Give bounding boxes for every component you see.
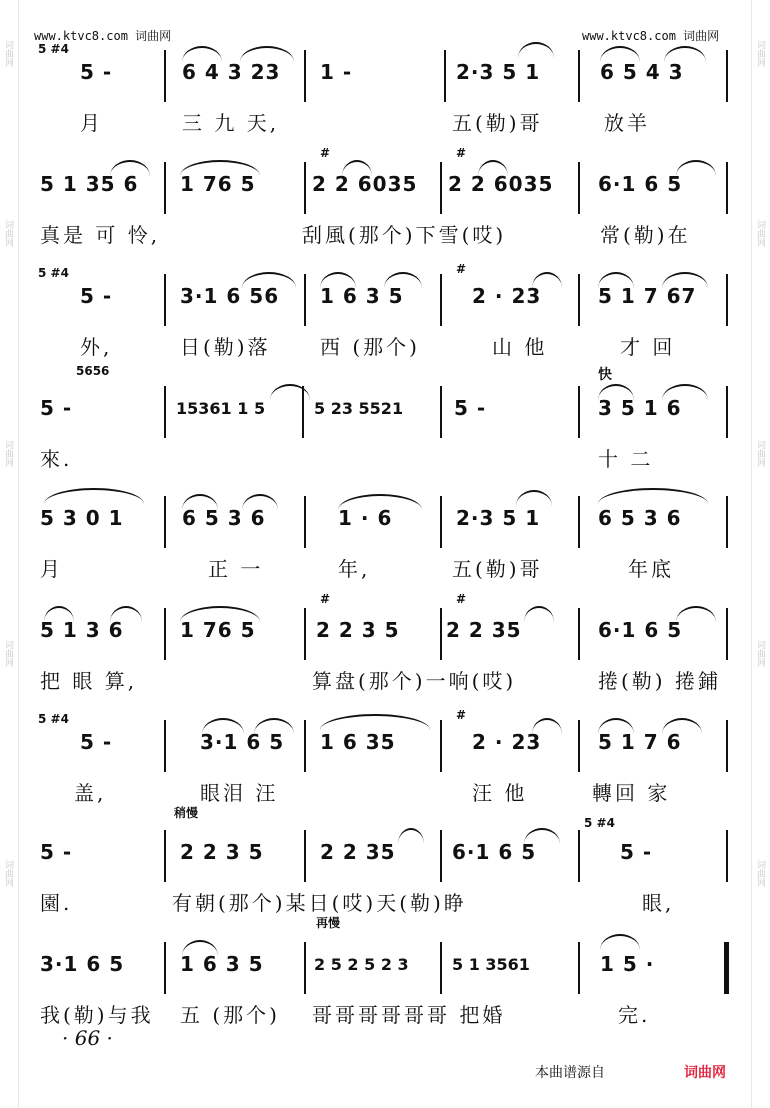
sharp-mark: # bbox=[456, 262, 467, 276]
measure: 5 - bbox=[620, 840, 653, 864]
measure: 5 1 3561 bbox=[452, 955, 530, 974]
measure: 1 6 3 5 bbox=[180, 952, 264, 976]
tempo-mark: 快 bbox=[598, 367, 612, 383]
slur bbox=[270, 384, 310, 400]
measure: 5 - bbox=[40, 840, 73, 864]
measure: 2 2 3 5 bbox=[316, 618, 400, 642]
barline bbox=[440, 496, 442, 548]
slur bbox=[518, 42, 554, 58]
lyric: 五(勒)哥 bbox=[452, 557, 543, 581]
time-signature: 5 #4 bbox=[38, 266, 69, 280]
measure: 5 - bbox=[80, 730, 113, 754]
lyric: 園. bbox=[40, 891, 73, 915]
site-logo[interactable]: 词曲网 bbox=[684, 1065, 726, 1081]
measure: 5 - bbox=[80, 60, 113, 84]
lyric: 盖, bbox=[74, 781, 107, 805]
barline bbox=[726, 386, 728, 438]
repeat-figure: 5656 bbox=[76, 364, 110, 378]
time-signature: 5 #4 bbox=[38, 712, 69, 726]
sharp-mark: # bbox=[320, 592, 331, 606]
barline bbox=[440, 720, 442, 772]
barline bbox=[164, 608, 166, 660]
barline bbox=[726, 608, 728, 660]
barline bbox=[304, 720, 306, 772]
barline bbox=[726, 274, 728, 326]
lyric: 日(勒)落 bbox=[180, 335, 271, 359]
lyric: 常(勒)在 bbox=[600, 223, 691, 247]
barline bbox=[164, 720, 166, 772]
measure: 6 4 3 23 bbox=[182, 60, 281, 84]
lyric: 眼, bbox=[642, 891, 675, 915]
side-watermark: 词曲网 bbox=[755, 640, 765, 667]
slur bbox=[516, 490, 552, 506]
measure: 1 76 5 bbox=[180, 172, 256, 196]
measure: 3 5 1 6 bbox=[598, 396, 682, 420]
lyric: 來. bbox=[40, 447, 73, 471]
tempo-mark: 再慢 bbox=[316, 916, 341, 930]
lyric: 月 bbox=[40, 557, 63, 581]
measure: 15361 1 5 bbox=[176, 399, 266, 418]
header-watermark-right bbox=[582, 27, 719, 44]
measure: 6 5 3 6 bbox=[598, 506, 682, 530]
barline bbox=[440, 608, 442, 660]
side-watermark: 词曲网 bbox=[3, 640, 13, 667]
measure: 1 · 6 bbox=[338, 506, 393, 530]
lyric: 放羊 bbox=[604, 111, 650, 135]
barline bbox=[302, 386, 304, 438]
lyric: 西 (那个) bbox=[320, 335, 420, 359]
right-watermark-strip bbox=[751, 0, 770, 1108]
slur bbox=[398, 828, 424, 844]
side-watermark: 词曲网 bbox=[3, 440, 13, 467]
measure: 2·3 5 1 bbox=[456, 60, 541, 84]
side-watermark: 词曲网 bbox=[3, 40, 13, 67]
lyric: 五 (那个) bbox=[180, 1003, 280, 1027]
barline bbox=[444, 50, 446, 102]
measure: 5 23 5521 bbox=[314, 399, 404, 418]
tempo-mark: 稍慢 bbox=[174, 806, 199, 820]
barline bbox=[164, 50, 166, 102]
barline bbox=[304, 830, 306, 882]
slur bbox=[320, 714, 430, 730]
measure: 5 - bbox=[40, 396, 73, 420]
measure: 3·1 6 56 bbox=[180, 284, 280, 308]
measure: 6·1 6 5 bbox=[598, 618, 683, 642]
barline bbox=[440, 386, 442, 438]
measure: 6 5 4 3 bbox=[600, 60, 684, 84]
final-barline bbox=[724, 942, 729, 994]
barline bbox=[304, 942, 306, 994]
time-signature: 5 #4 bbox=[38, 42, 69, 56]
measure: 1 6 35 bbox=[320, 730, 396, 754]
lyric: 三 九 天, bbox=[182, 111, 280, 135]
lyric: 完. bbox=[618, 1003, 651, 1027]
side-watermark: 词曲网 bbox=[3, 860, 13, 887]
measure: 2·3 5 1 bbox=[456, 506, 541, 530]
lyric: 真是 可 怜, bbox=[40, 223, 161, 247]
barline bbox=[578, 386, 580, 438]
measure: 1 6 3 5 bbox=[320, 284, 404, 308]
barline bbox=[304, 162, 306, 214]
lyric: 算盘(那个)一响(哎) bbox=[312, 669, 517, 693]
measure: 1 76 5 bbox=[180, 618, 256, 642]
sharp-mark: # bbox=[320, 146, 331, 160]
barline bbox=[304, 274, 306, 326]
sharp-mark: # bbox=[456, 146, 467, 160]
lyric: 年, bbox=[338, 557, 371, 581]
lyric: 我(勒)与我 bbox=[40, 1003, 154, 1027]
barline bbox=[440, 942, 442, 994]
lyric: 把 眼 算, bbox=[40, 669, 138, 693]
lyric: 十 二 bbox=[598, 447, 654, 471]
sharp-mark: # bbox=[456, 592, 467, 606]
measure: 2 2 35 bbox=[446, 618, 522, 642]
barline bbox=[726, 496, 728, 548]
measure: 5 - bbox=[454, 396, 487, 420]
barline bbox=[726, 162, 728, 214]
watermark-name: 词曲网 bbox=[135, 29, 172, 43]
barline bbox=[578, 496, 580, 548]
lyric: 五(勒)哥 bbox=[452, 111, 543, 135]
barline bbox=[304, 50, 306, 102]
side-watermark: 词曲网 bbox=[755, 40, 765, 67]
measure: 5 3 0 1 bbox=[40, 506, 124, 530]
barline bbox=[578, 720, 580, 772]
measure: 6 5 3 6 bbox=[182, 506, 266, 530]
measure: 2 · 23 bbox=[472, 284, 542, 308]
lyric: 外, bbox=[80, 335, 113, 359]
source-label: 本曲谱源自 bbox=[535, 1065, 605, 1081]
lyric: 刮風(那个)下雪(哎) bbox=[302, 223, 507, 247]
barline bbox=[164, 496, 166, 548]
measure: 6·1 6 5 bbox=[452, 840, 537, 864]
side-watermark: 词曲网 bbox=[755, 440, 765, 467]
slur bbox=[524, 606, 554, 622]
lyric: 月 bbox=[80, 111, 103, 135]
barline bbox=[304, 608, 306, 660]
measure: 2 2 3 5 bbox=[180, 840, 264, 864]
measure: 1 5 · bbox=[600, 952, 655, 976]
lyric: 正 一 bbox=[208, 557, 264, 581]
barline bbox=[578, 162, 580, 214]
side-watermark: 词曲网 bbox=[755, 860, 765, 887]
watermark-site: www.ktvc8.com bbox=[582, 29, 676, 43]
lyric: 年底 bbox=[628, 557, 674, 581]
slur bbox=[600, 934, 640, 950]
barline bbox=[164, 162, 166, 214]
lyric: 有朝(那个)某日(哎)天(勒)睁 bbox=[172, 891, 467, 915]
barline bbox=[578, 50, 580, 102]
measure: 2 2 35 bbox=[320, 840, 396, 864]
barline bbox=[726, 830, 728, 882]
barline bbox=[440, 274, 442, 326]
barline bbox=[164, 274, 166, 326]
measure: 2 2 6035 bbox=[312, 172, 418, 196]
measure: 5 1 3 6 bbox=[40, 618, 124, 642]
lyric: 山 他 bbox=[492, 335, 548, 359]
measure: 6·1 6 5 bbox=[598, 172, 683, 196]
barline bbox=[304, 496, 306, 548]
lyric: 捲(勒) 捲鋪 bbox=[598, 669, 721, 693]
measure: 5 - bbox=[80, 284, 113, 308]
slur bbox=[44, 488, 144, 504]
barline bbox=[578, 830, 580, 882]
barline bbox=[164, 830, 166, 882]
barline bbox=[164, 386, 166, 438]
measure: 5 1 35 6 bbox=[40, 172, 139, 196]
slur bbox=[598, 488, 708, 504]
side-watermark: 词曲网 bbox=[755, 220, 765, 247]
barline bbox=[726, 720, 728, 772]
barline bbox=[578, 942, 580, 994]
time-signature: 5 #4 bbox=[584, 816, 615, 830]
barline bbox=[578, 274, 580, 326]
measure: 1 - bbox=[320, 60, 353, 84]
measure: 3·1 6 5 bbox=[200, 730, 285, 754]
watermark-name: 词曲网 bbox=[683, 29, 720, 43]
measure: 2 · 23 bbox=[472, 730, 542, 754]
side-watermark: 词曲网 bbox=[3, 220, 13, 247]
barline bbox=[578, 608, 580, 660]
measure: 5 1 7 6 bbox=[598, 730, 682, 754]
left-watermark-strip bbox=[0, 0, 19, 1108]
barline bbox=[440, 162, 442, 214]
lyric: 眼泪 汪 bbox=[200, 781, 279, 805]
sharp-mark: # bbox=[456, 708, 467, 722]
measure: 2 5 2 5 2 3 bbox=[314, 955, 409, 974]
measure: 3·1 6 5 bbox=[40, 952, 125, 976]
barline bbox=[440, 830, 442, 882]
lyric: 汪 他 bbox=[472, 781, 528, 805]
barline bbox=[164, 942, 166, 994]
measure: 2 2 6035 bbox=[448, 172, 554, 196]
barline bbox=[726, 50, 728, 102]
watermark-site: www.ktvc8.com bbox=[34, 29, 128, 43]
lyric: 轉回 家 bbox=[592, 781, 671, 805]
lyric: 才 回 bbox=[620, 335, 676, 359]
lyric: 哥哥哥哥哥哥 把婚 bbox=[312, 1003, 506, 1027]
page-number: · 66 · bbox=[62, 1026, 113, 1050]
measure: 5 1 7 67 bbox=[598, 284, 697, 308]
